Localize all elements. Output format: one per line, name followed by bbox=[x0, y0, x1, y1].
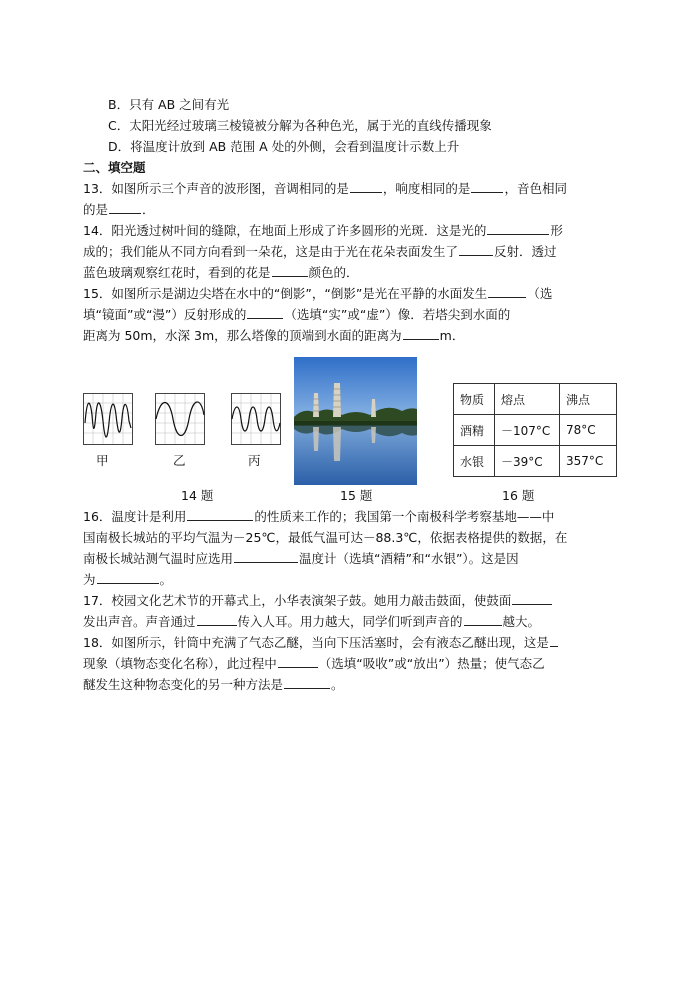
q16-line4: 为 。 bbox=[83, 572, 173, 587]
table-cell: 酒精 bbox=[454, 415, 495, 446]
table-cell: －39°C bbox=[495, 446, 560, 477]
table-cell: 水银 bbox=[454, 446, 495, 477]
section-heading: 二、填空题 bbox=[83, 160, 146, 175]
table-header-cell: 熔点 bbox=[495, 384, 560, 415]
waveform-yi bbox=[155, 393, 205, 445]
table-header-cell: 沸点 bbox=[560, 384, 617, 415]
option-c: C．太阳光经过玻璃三棱镜被分解为各种色光，属于光的直线传播现象 bbox=[108, 118, 492, 133]
q16-line3: 南极长城站测气温时应选用 温度计（选填“酒精”和“水银”）。这是因 bbox=[83, 551, 519, 566]
table-header-cell: 物质 bbox=[454, 384, 495, 415]
table-row bbox=[454, 446, 617, 477]
q17-line1: 17．校园文化艺术节的开幕式上，小华表演架子鼓。她用力敲击鼓面，使鼓面 bbox=[83, 591, 553, 611]
q15-line3: 距离为 50m，水深 3m，那么塔像的顶端到水面的距离为 m． bbox=[83, 328, 465, 343]
q14-line3: 蓝色玻璃观察红花时，看到的花是 颜色的． bbox=[83, 265, 359, 280]
table-row bbox=[454, 415, 617, 446]
waveform-jia bbox=[83, 393, 133, 445]
q15-line2: 填“镜面”或“漫”）反射形成的 （选填“实”或“虚”）像．若塔尖到水面的 bbox=[83, 307, 511, 322]
waveform-bing bbox=[231, 393, 281, 445]
table-cell: 78°C bbox=[560, 415, 617, 446]
figure-caption: 15 题 bbox=[340, 488, 373, 503]
q16-line1: 16．温度计是利用 的性质来工作的；我国第一个南极科学考察基地——中 bbox=[83, 509, 555, 524]
option-b: B．只有 AB 之间有光 bbox=[108, 97, 230, 112]
table-cell: －107°C bbox=[495, 415, 560, 446]
melting-boiling-table bbox=[453, 383, 617, 477]
q14-line2: 成的；我们能从不同方向看到一朵花，这是由于光在花朵表面发生了 反射．透过 bbox=[83, 244, 557, 259]
table-header-row bbox=[454, 384, 617, 415]
figure-caption: 16 题 bbox=[502, 488, 535, 503]
q13-line1: 13．如图所示三个声音的波形图，音调相同的是 ，响度相同的是 ，音色相同 bbox=[83, 181, 567, 196]
option-d: D．将温度计放到 AB 范围 A 处的外侧，会看到温度计示数上升 bbox=[108, 139, 460, 154]
pagoda-reflection-photo bbox=[294, 357, 417, 485]
waveform-label: 丙 bbox=[248, 453, 261, 468]
waveform-label: 甲 bbox=[96, 453, 109, 468]
waveform-label: 乙 bbox=[173, 453, 186, 468]
q14-line1: 14．阳光透过树叶间的缝隙，在地面上形成了许多圆形的光斑．这是光的 形 bbox=[83, 223, 563, 238]
figure-caption: 14 题 bbox=[181, 488, 214, 503]
table-cell: 357°C bbox=[560, 446, 617, 477]
q18-line2: 现象（填物态变化名称），此过程中 （选填“吸收”或“放出”）热量；使气态乙 bbox=[83, 656, 545, 671]
q18-line1: 18．如图所示，针筒中充满了气态乙醚，当向下压活塞时，会有液态乙醚出现，这是 bbox=[83, 633, 559, 653]
q15-line1: 15．如图所示是湖边尖塔在水中的“倒影”，“倒影”是光在平静的水面发生 （选 bbox=[83, 286, 553, 301]
q13-line2: 的是 ． bbox=[83, 202, 155, 217]
q17-line2: 发出声音。声音通过 传入人耳。用力越大，同学们听到声音的 越大。 bbox=[83, 614, 541, 629]
q16-line2: 国南极长城站的平均气温为－25℃，最低气温可达－88.3℃，依据表格提供的数据，在 bbox=[83, 530, 568, 545]
q18-line3: 醚发生这种物态变化的另一种方法是 。 bbox=[83, 677, 344, 692]
